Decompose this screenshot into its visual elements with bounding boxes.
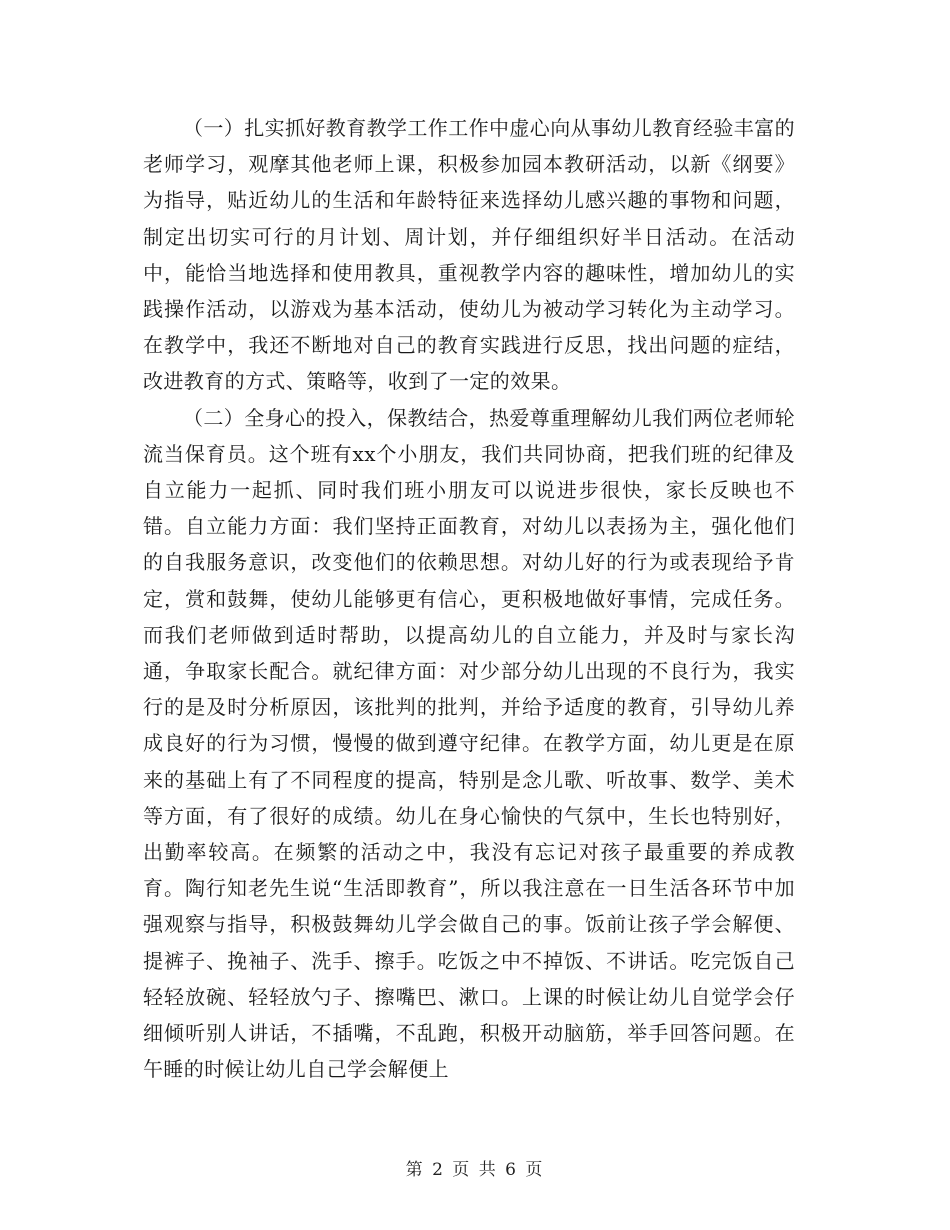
paragraph-section-1: （一）扎实抓好教育教学工作工作中虚心向从事幼儿教育经验丰富的老师学习，观摩其他老师上课，积极参加园本教研活动，以新《纲要》为指导，贴近幼儿的生活和年龄特征来选择幼儿感兴趣的事物和问题，制定出切实可行的月计划、周计划，并仔细组织好半日活动。在活动中，能恰当地选择和使用教具，重视教学内容的趣味性，增加幼儿的实践操作活动，以游戏为基本活动，使幼儿为被动学习转化为主动学习。在教学中，我还不断地对自己的教育实践进行反思，找出问题的症结，改进教育的方式、策略等，收到了一定的效果。	[143, 116, 795, 394]
document-body	[143, 110, 795, 1087]
paragraph-section-2: （二）全身心的投入，保教结合，热爱尊重理解幼儿我们两位老师轮流当保育员。这个班有xx个小朋友，我们共同协商，把我们班的纪律及自立能力一起抓、同时我们班小朋友可以说进步很快，家长反映也不错。自立能力方面：我们坚持正面教育，对幼儿以表扬为主，强化他们的自我服务意识，改变他们的依赖思想。对幼儿好的行为或表现给予肯定，赏和鼓舞，使幼儿能够更有信心，更积极地做好事情，完成任务。而我们老师做到适时帮助，以提高幼儿的自立能力，并及时与家长沟通，争取家长配合。就纪律方面：对少部分幼儿出现的不良行为，我实行的是及时分析原因，该批判的批判，并给予适度的教育，引导幼儿养成良好的行为习惯，慢慢的做到遵守纪律。在教学方面，幼儿更是在原来的基础上有了不同程度的提高，特别是念儿歌、听故事、数学、美术等方面，有了很好的成绩。幼儿在身心愉快的气氛中，生长也特别好，出勤率较高。在频繁的活动之中，我没有忘记对孩子最重要的养成教育。陶行知老先生说“生活即教育”，所以我注意在一日生活各环节中加强观察与指导，积极鼓舞幼儿学会做自己的事。饭前让孩子学会解便、提裤子、挽袖子、洗手、擦手。吃饭之中不掉饭、不讲话。吃完饭自己轻轻放碗、轻轻放勺子、擦嘴巴、漱口。上课的时候让幼儿自觉学会仔细倾听别人讲话，不插嘴，不乱跑，积极开动脑筋，举手回答问题。在午睡的时候让幼儿自己学会解便上	[143, 405, 795, 1082]
page-number-footer: 第 2 页 共 6 页	[405, 1160, 545, 1180]
